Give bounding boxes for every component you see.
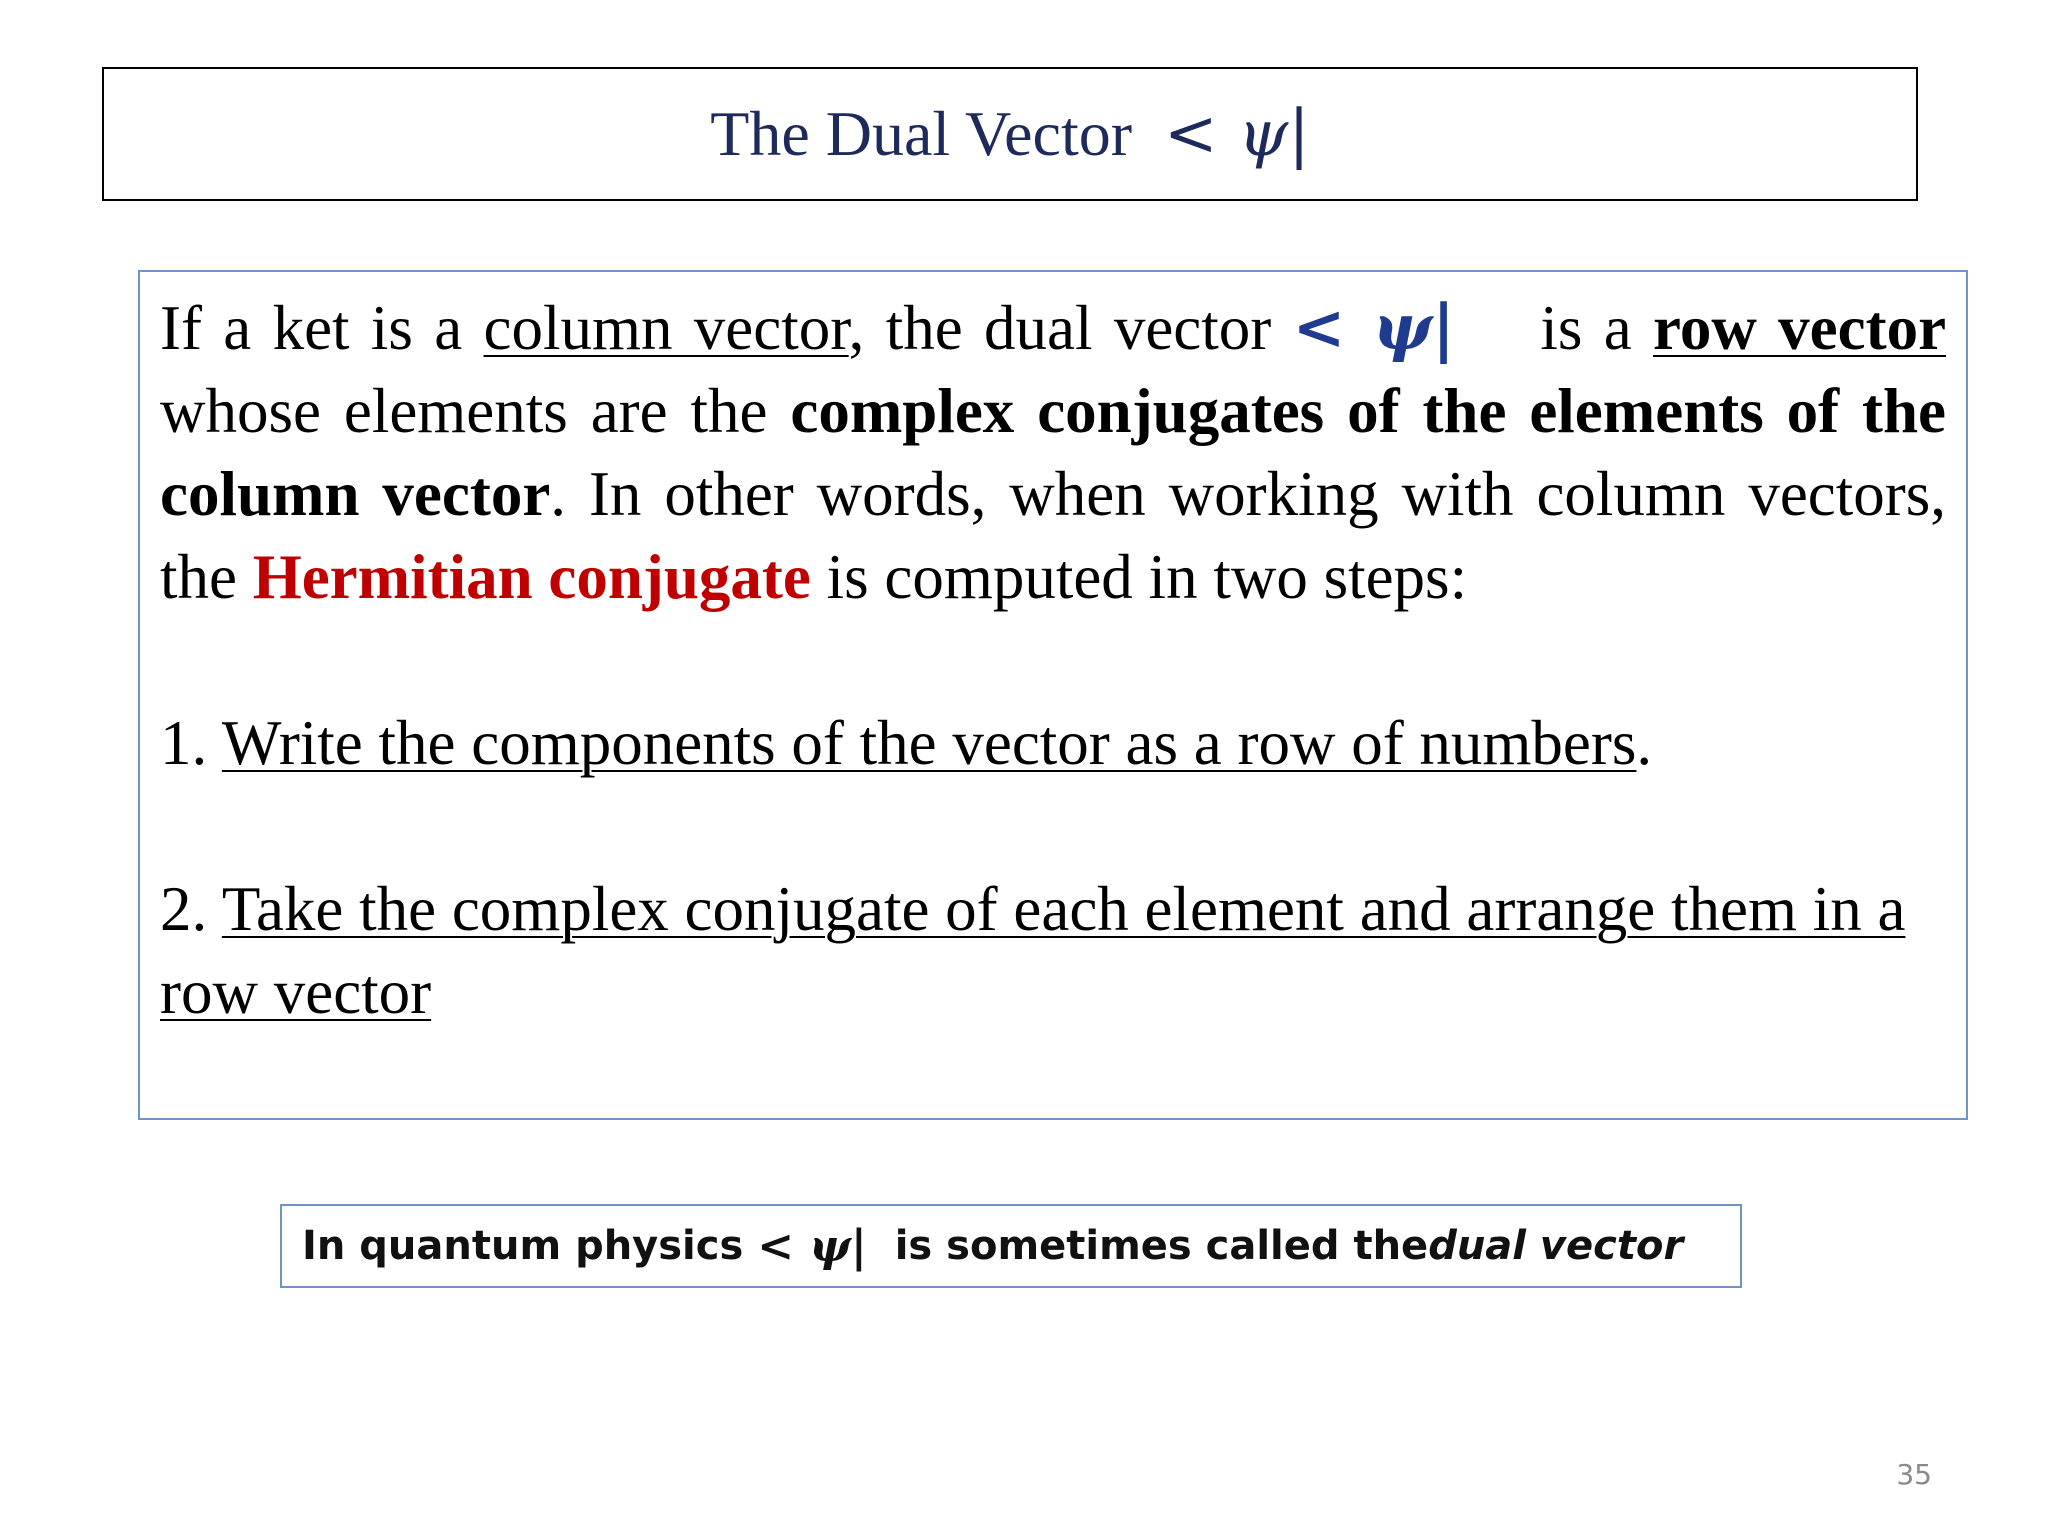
text-segment: If a ket is a — [160, 293, 484, 363]
content-box — [138, 270, 1968, 1120]
column-vector-term: column vector — [483, 293, 849, 363]
text-segment: is a — [1519, 293, 1654, 363]
row-vector-term: row vector — [1653, 293, 1947, 363]
page-number: 35 — [1896, 1458, 1932, 1491]
step-1 — [160, 702, 1946, 785]
definition-paragraph — [160, 286, 1946, 619]
step-end: . — [1636, 708, 1653, 778]
step-number: 1. — [160, 708, 222, 778]
hermitian-conjugate-term: Hermitian conjugate — [252, 542, 811, 612]
step-text: Write the components of the vector as a row of numbers — [221, 708, 1637, 778]
step-number: 2. — [160, 874, 222, 944]
slide-title — [710, 97, 1310, 171]
note-middle: is sometimes called the — [894, 1223, 1429, 1269]
complex-conjugates-phrase: complex conjugates of the elements of the column vector — [160, 376, 1946, 529]
text-segment: whose elements are the — [160, 376, 791, 446]
bra-symbol: < ψ| — [1292, 290, 1456, 364]
text-segment: . In other words, when working with column vectors, the — [160, 459, 1946, 612]
note-bra-symbol: < ψ| — [757, 1220, 867, 1272]
text-segment: , the dual vector — [848, 293, 1293, 363]
step-text: Take the complex conjugate of each element and arrange them in a row vector — [160, 874, 1906, 1027]
title-text: The Dual Vector — [710, 98, 1133, 169]
note-box — [280, 1204, 1742, 1288]
note-dual-vector-term: dual vector — [1428, 1223, 1684, 1269]
text-segment: is computed in two steps: — [810, 542, 1468, 612]
step-2 — [160, 868, 1946, 1034]
title-box — [102, 67, 1918, 201]
title-bra-symbol: < ψ| — [1164, 97, 1310, 171]
note-prefix: In quantum physics — [302, 1223, 744, 1269]
